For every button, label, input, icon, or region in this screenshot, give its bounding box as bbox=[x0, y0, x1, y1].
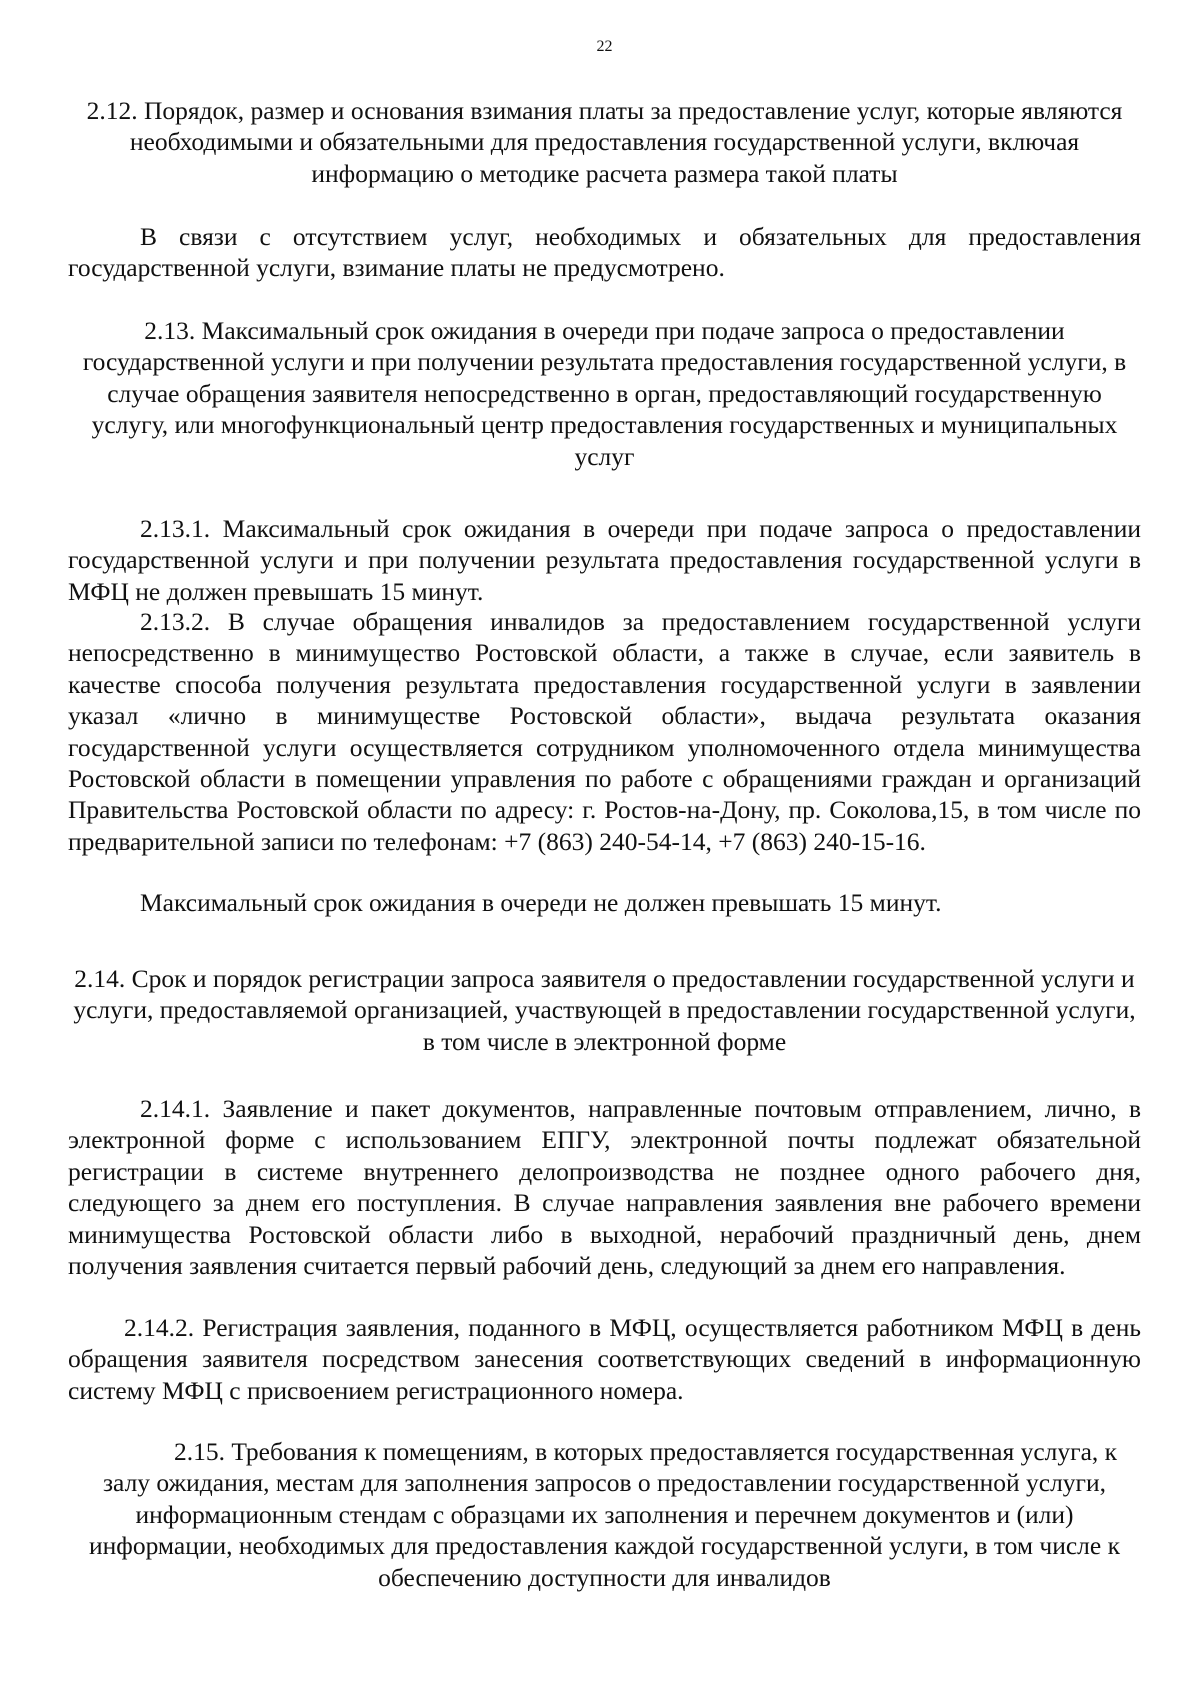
section-heading-2-15: 2.15. Требования к помещениям, в которых предоставляется государственная услуга, к залу ожидания, местам для заполнения запросов о предоставлении государственной услуги, информационным стендам с образцами их заполнения и перечнем документов и (или) информации, необходимых для предоставления каждой государственной услуги, в том числе к обеспечению доступности для инвалидов bbox=[89, 1437, 1120, 1592]
section-heading-2-13: 2.13. Максимальный срок ожидания в очереди при подаче запроса о предоставлении государственной услуги и при получении результата предоставления государственной услуги, в случае обращения заявителя непосредственно в орган, предоставляющий государственную услугу, или многофункциональный центр предоставления государственных и муниципальных услуг bbox=[82, 316, 1127, 471]
paragraph-2-14-1: 2.14.1. Заявление и пакет документов, направленные почтовым отправлением, лично, в электронной форме с использованием ЕПГУ, электронной почты подлежат обязательной регистрации в системе внутреннего делопроизводства не позднее одного рабочего дня, следующего за днем его поступления. В случае направления заявления вне рабочего времени минимущества Ростовской области либо в выходной, нерабочий праздничный день, днем получения заявления считается первый рабочий день, следующий за днем его направления. bbox=[68, 1094, 1141, 1281]
paragraph-2-13-1: 2.13.1. Максимальный срок ожидания в очереди при подаче запроса о предоставлении государственной услуги и при получении результата предоставления государственной услуги в МФЦ не должен превышать 15 минут. bbox=[68, 514, 1141, 606]
paragraph-2-13-2-waiting-time: Максимальный срок ожидания в очереди не должен превышать 15 минут. bbox=[140, 888, 942, 917]
section-heading-2-12: 2.12. Порядок, размер и основания взимания платы за предоставление услуг, которые являются необходимыми и обязательными для предоставления государственной услуги, включая информацию о методике расчета размера такой платы bbox=[86, 96, 1123, 188]
paragraph-2-14-2: 2.14.2. Регистрация заявления, поданного в МФЦ, осуществляется работником МФЦ в день обращения заявителя посредством занесения соответствующих сведений в информационную систему МФЦ с присвоением регистрационного номера. bbox=[68, 1313, 1141, 1405]
section-heading-2-14: 2.14. Срок и порядок регистрации запроса заявителя о предоставлении государственной услуги и услуги, предоставляемой организацией, участвующей в предоставлении государственной услуги, в том числе в электронной форме bbox=[73, 964, 1136, 1056]
page-number: 22 bbox=[596, 38, 613, 55]
paragraph-2-13-2: 2.13.2. В случае обращения инвалидов за предоставлением государственной услуги непосредственно в минимущество Ростовской области, а также в случае, если заявитель в качестве способа получения результата предоставления государственной услуги в заявлении указал «лично в минимуществе Ростовской области», выдача результата оказания государственной услуги осуществляется сотрудником уполномоченного отдела минимущества Ростовской области в помещении управления по работе с обращениями граждан и организаций Правительства Ростовской области по адресу: г. Ростов-на-Дону, пр. Соколова,15, в том числе по предварительной записи по телефонам: +7 (863) 240-54-14, +7 (863) 240-15-16. bbox=[68, 607, 1141, 856]
paragraph-2-12: В связи с отсутствием услуг, необходимых и обязательных для предоставления государственной услуги, взимание платы не предусмотрено. bbox=[68, 222, 1141, 283]
